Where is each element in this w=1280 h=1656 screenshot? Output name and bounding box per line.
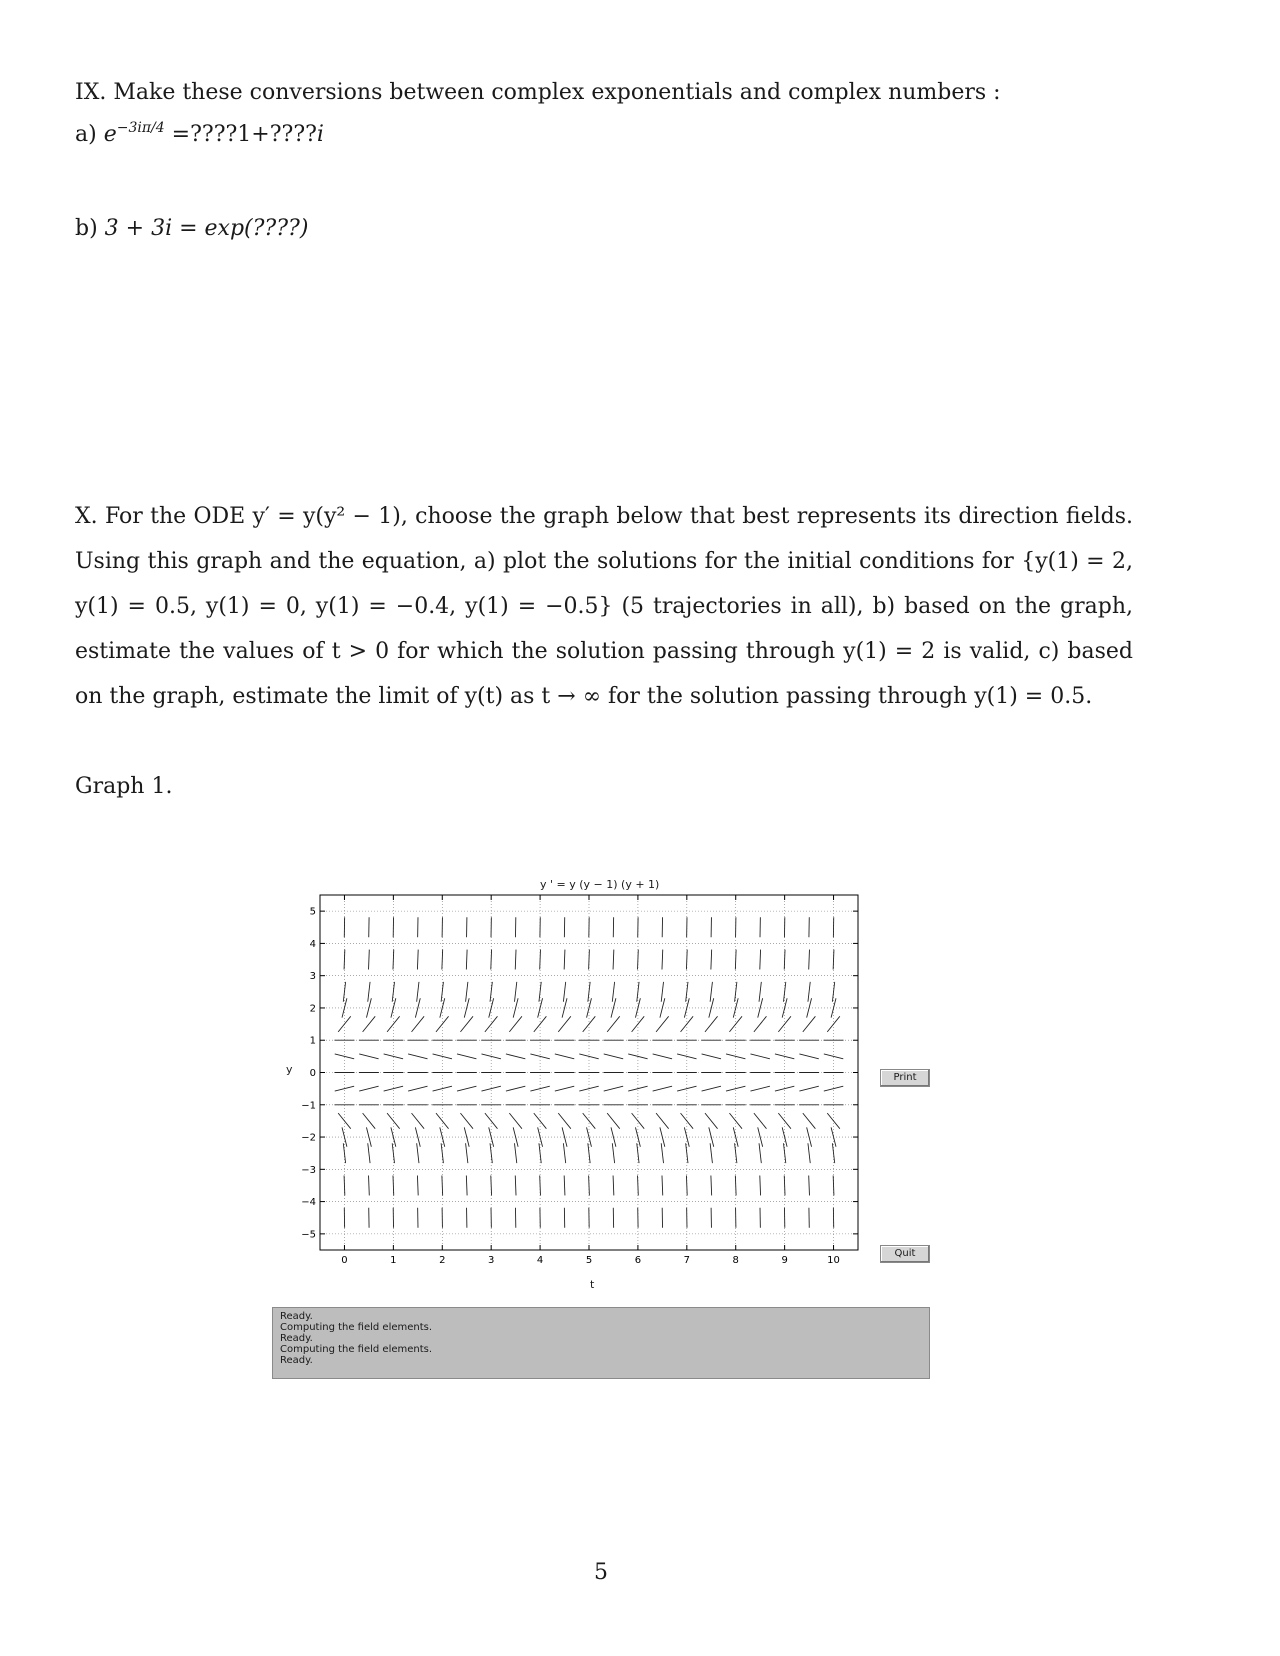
- print-button[interactable]: Print: [880, 1069, 930, 1087]
- direction-field-plot: [280, 880, 900, 1280]
- field-segment: [607, 1016, 620, 1032]
- field-segment: [412, 1016, 425, 1032]
- field-segment: [392, 982, 394, 1002]
- field-segment: [613, 1175, 614, 1195]
- plot-title: y ' = y (y − 1) (y + 1): [540, 878, 660, 891]
- field-segment: [538, 1127, 543, 1146]
- field-segment: [392, 1143, 394, 1163]
- field-segment: [613, 950, 614, 970]
- y-tick-label: −4: [301, 1197, 316, 1209]
- field-segment: [366, 1127, 371, 1146]
- field-segment: [807, 998, 812, 1017]
- field-segment: [809, 1175, 810, 1195]
- x-tick-label: 6: [634, 1255, 642, 1266]
- x-tick-label: 7: [683, 1255, 691, 1266]
- field-segment: [513, 998, 518, 1017]
- field-segment: [588, 1143, 590, 1163]
- field-segment: [686, 1143, 688, 1163]
- field-segment: [457, 1054, 476, 1059]
- field-segment: [759, 1143, 761, 1163]
- field-segment: [604, 1054, 623, 1059]
- field-segment: [366, 998, 371, 1017]
- field-segment: [637, 1143, 639, 1163]
- field-segment: [754, 1016, 767, 1032]
- field-segment: [808, 982, 810, 1002]
- status-line: Ready.: [280, 1333, 313, 1344]
- x-tick-label: 5: [585, 1255, 593, 1266]
- field-segment: [831, 998, 836, 1017]
- field-segment: [705, 1113, 718, 1129]
- field-segment: [760, 1175, 761, 1195]
- field-segment: [661, 1143, 663, 1163]
- field-segment: [702, 1086, 721, 1091]
- x-tick-label: 9: [781, 1255, 788, 1266]
- field-segment: [555, 1086, 574, 1091]
- field-segment: [369, 1175, 370, 1195]
- x-tick-label: 4: [536, 1255, 544, 1266]
- field-segment: [417, 1175, 418, 1195]
- field-segment: [563, 982, 565, 1002]
- field-segment: [441, 982, 443, 1002]
- section-9-part-a: [75, 122, 324, 148]
- field-segment: [558, 1113, 571, 1129]
- field-segment: [515, 950, 516, 970]
- field-segment: [660, 1127, 665, 1146]
- field-segment: [662, 1175, 663, 1195]
- field-segment: [705, 1016, 718, 1032]
- field-segment: [709, 998, 714, 1017]
- y-tick-label: 0: [309, 1068, 316, 1079]
- field-segment: [457, 1086, 476, 1091]
- field-segment: [490, 1143, 492, 1163]
- field-segment: [408, 1086, 427, 1091]
- field-segment: [653, 1086, 672, 1091]
- field-segment: [803, 1113, 816, 1129]
- field-segment: [464, 998, 469, 1017]
- field-segment: [735, 982, 737, 1002]
- field-segment: [514, 982, 516, 1002]
- status-line: Ready.: [280, 1311, 313, 1322]
- section-10-paragraph: X. For the ODE y′ = y(y² − 1), choose the graph below that best represents its direction fields. Using this graph and the equation, a) plot the solutions for the initial conditions for {y(1) = 2, y(1) = 0.5, y(1) = 0, y(1) = −0.4, y(1) = −0.5} (5 trajectories in all), b) based on the graph, estimate the values of t > 0 for which the solution passing through y(1) = 2 is valid, c) based on the graph, estimate the limit of y(t) as t → ∞ for the solution passing through y(1) = 0.5.: [75, 504, 1133, 709]
- field-segment: [412, 1113, 425, 1129]
- field-segment: [417, 950, 418, 970]
- field-segment: [564, 1175, 565, 1195]
- field-segment: [612, 982, 614, 1002]
- field-segment: [506, 1054, 525, 1059]
- part-a-imag-unit: i: [316, 122, 324, 147]
- y-tick-label: −1: [301, 1100, 316, 1112]
- field-segment: [506, 1086, 525, 1091]
- field-segment: [564, 950, 565, 970]
- field-segment: [343, 982, 345, 1002]
- field-segment: [363, 1016, 376, 1032]
- quit-button[interactable]: Quit: [880, 1245, 930, 1263]
- field-segment: [489, 998, 494, 1017]
- part-a-prefix: a): [75, 122, 104, 147]
- y-tick-label: 2: [309, 1003, 316, 1015]
- field-segment: [558, 1016, 571, 1032]
- field-segment: [710, 982, 712, 1002]
- status-line: Computing the field elements.: [280, 1322, 433, 1333]
- field-segment: [711, 1175, 712, 1195]
- field-segment: [489, 1127, 494, 1146]
- field-segment: [807, 1127, 812, 1146]
- field-segment: [759, 982, 761, 1002]
- x-axis-label: t: [590, 1278, 595, 1291]
- field-segment: [635, 1127, 640, 1146]
- section-9-heading: IX. Make these conversions between complex exponentials and complex numbers :: [75, 80, 1001, 105]
- field-segment: [662, 950, 663, 970]
- field-segment: [656, 1113, 669, 1129]
- y-tick-label: 5: [309, 906, 316, 918]
- y-tick-label: −2: [301, 1132, 316, 1144]
- y-tick-label: −5: [301, 1229, 316, 1241]
- field-segment: [343, 1143, 345, 1163]
- field-segment: [808, 1143, 810, 1163]
- field-segment: [509, 1113, 522, 1129]
- field-segment: [368, 1143, 370, 1163]
- field-segment: [588, 982, 590, 1002]
- field-segment: [464, 1127, 469, 1146]
- field-segment: [656, 1016, 669, 1032]
- x-tick-label: 3: [487, 1255, 495, 1266]
- status-log: [272, 1307, 930, 1379]
- part-a-exponent: −3iπ/4: [116, 120, 165, 136]
- field-segment: [710, 1143, 712, 1163]
- field-segment: [604, 1086, 623, 1091]
- field-segment: [686, 982, 688, 1002]
- field-segment: [555, 1054, 574, 1059]
- field-segment: [783, 1143, 785, 1163]
- field-segment: [607, 1113, 620, 1129]
- part-a-answer: =????1+????: [164, 122, 317, 147]
- field-segment: [702, 1054, 721, 1059]
- field-segment: [514, 1143, 516, 1163]
- section-9-part-b: [75, 216, 308, 242]
- field-segment: [466, 1143, 468, 1163]
- part-a-base: e: [103, 122, 117, 147]
- y-axis-label: y: [286, 1063, 293, 1076]
- field-segment: [750, 1086, 769, 1091]
- part-b-expression: 3 + 3i = exp(????): [104, 216, 309, 241]
- field-segment: [368, 982, 370, 1002]
- field-segment: [369, 950, 370, 970]
- field-segment: [466, 982, 468, 1002]
- page-number: 5: [594, 1560, 608, 1585]
- field-segment: [441, 1143, 443, 1163]
- field-segment: [637, 982, 639, 1002]
- graph-label: Graph 1.: [75, 774, 173, 799]
- field-segment: [684, 998, 689, 1017]
- y-tick-label: 3: [309, 971, 316, 983]
- field-segment: [417, 982, 419, 1002]
- field-segment: [799, 1086, 818, 1091]
- field-segment: [363, 1113, 376, 1129]
- field-segment: [342, 998, 347, 1017]
- field-segment: [799, 1054, 818, 1059]
- field-segment: [653, 1054, 672, 1059]
- field-segment: [460, 1113, 473, 1129]
- field-segment: [832, 982, 834, 1002]
- field-segment: [711, 950, 712, 970]
- field-segment: [539, 982, 541, 1002]
- field-segment: [809, 950, 810, 970]
- field-segment: [612, 1143, 614, 1163]
- status-line: Computing the field elements.: [280, 1344, 433, 1355]
- part-b-prefix: b): [75, 216, 105, 241]
- x-tick-label: 10: [827, 1255, 840, 1266]
- field-segment: [750, 1054, 769, 1059]
- field-segment: [359, 1054, 378, 1059]
- field-segment: [408, 1054, 427, 1059]
- field-segment: [515, 1175, 516, 1195]
- x-tick-label: 0: [341, 1255, 348, 1266]
- y-tick-label: −3: [301, 1164, 316, 1176]
- field-segment: [760, 950, 761, 970]
- field-segment: [539, 1143, 541, 1163]
- field-segment: [803, 1016, 816, 1032]
- status-line: Ready.: [280, 1355, 313, 1366]
- field-segment: [563, 1143, 565, 1163]
- field-segment: [417, 1143, 419, 1163]
- field-segment: [783, 982, 785, 1002]
- field-segment: [490, 982, 492, 1002]
- x-tick-label: 1: [390, 1255, 397, 1266]
- field-segment: [538, 998, 543, 1017]
- field-segment: [831, 1127, 836, 1146]
- field-segment: [635, 998, 640, 1017]
- field-segment: [754, 1113, 767, 1129]
- x-tick-label: 2: [439, 1255, 446, 1266]
- y-tick-label: 1: [309, 1035, 316, 1047]
- field-segment: [513, 1127, 518, 1146]
- field-segment: [509, 1016, 522, 1032]
- field-segment: [709, 1127, 714, 1146]
- field-segment: [684, 1127, 689, 1146]
- field-segment: [359, 1086, 378, 1091]
- field-segment: [832, 1143, 834, 1163]
- field-segment: [342, 1127, 347, 1146]
- field-segment: [466, 1175, 467, 1195]
- y-tick-label: 4: [309, 938, 316, 950]
- field-segment: [661, 982, 663, 1002]
- field-segment: [466, 950, 467, 970]
- field-segment: [660, 998, 665, 1017]
- x-tick-label: 8: [732, 1255, 739, 1266]
- field-segment: [735, 1143, 737, 1163]
- field-segment: [460, 1016, 473, 1032]
